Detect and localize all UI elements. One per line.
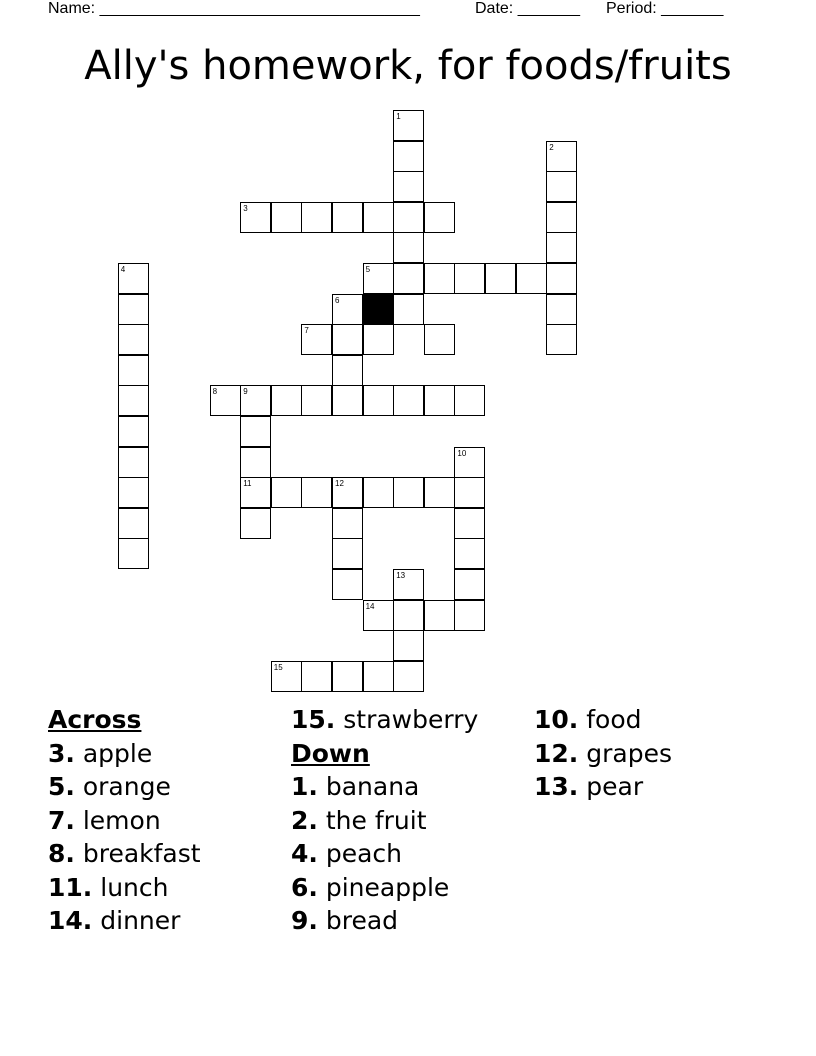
crossword-cell[interactable] <box>240 416 271 447</box>
crossword-cell[interactable] <box>301 324 332 355</box>
crossword-cell[interactable] <box>332 538 363 569</box>
crossword-cell[interactable] <box>332 355 363 386</box>
crossword-cell[interactable] <box>393 569 424 600</box>
crossword-cell[interactable] <box>424 263 455 294</box>
crossword-cell[interactable] <box>546 294 577 325</box>
crossword-cell[interactable] <box>332 202 363 233</box>
crossword-cell[interactable] <box>424 600 455 631</box>
crossword-cell[interactable] <box>240 477 271 508</box>
crossword-cell[interactable] <box>363 661 394 692</box>
crossword-cell[interactable] <box>393 661 424 692</box>
crossword-cell[interactable] <box>393 232 424 263</box>
crossword-cell[interactable] <box>332 569 363 600</box>
crossword-cell[interactable] <box>301 477 332 508</box>
across-heading: Across <box>48 705 142 734</box>
clue-down-2: 2. the fruit <box>291 805 427 835</box>
clue-down-4: 4. peach <box>291 839 403 868</box>
clue-number: 11 <box>243 479 252 489</box>
clue-across-3: 3. apple <box>48 738 153 768</box>
black-cell <box>363 294 394 325</box>
crossword-cell[interactable] <box>546 263 577 294</box>
clue-number: 4 <box>120 265 126 274</box>
clue-list <box>48 703 768 943</box>
crossword-cell[interactable] <box>271 661 302 692</box>
clue-down-1: 1. banana <box>291 772 420 801</box>
crossword-cell[interactable] <box>546 141 577 172</box>
crossword-cell[interactable] <box>546 171 577 202</box>
clue-number: 2 <box>549 142 554 152</box>
crossword-cell[interactable] <box>332 661 363 692</box>
crossword-cell[interactable] <box>393 171 424 202</box>
crossword-cell[interactable] <box>485 263 516 294</box>
crossword-cell[interactable] <box>301 385 332 416</box>
crossword-cell[interactable] <box>363 263 394 294</box>
crossword-cell[interactable] <box>332 477 363 508</box>
crossword-cell[interactable] <box>271 385 302 416</box>
crossword-cell[interactable] <box>393 202 424 233</box>
clue-number: 12 <box>335 479 344 489</box>
crossword-cell[interactable] <box>118 355 149 386</box>
clue-number: 7 <box>304 326 309 336</box>
crossword-cell[interactable] <box>301 661 332 692</box>
date-field: Date: _______ <box>475 0 580 17</box>
crossword-cell[interactable] <box>240 385 271 416</box>
crossword-cell[interactable] <box>516 263 547 294</box>
clue-number: 3 <box>243 203 248 213</box>
crossword-cell[interactable] <box>363 600 394 631</box>
clue-down-10: 10. food <box>534 705 642 734</box>
crossword-cell[interactable] <box>454 508 485 539</box>
clue-across-5: 5. orange <box>48 772 171 801</box>
clue-down-9: 9. bread <box>291 906 399 935</box>
crossword-cell[interactable] <box>271 202 302 233</box>
crossword-cell[interactable] <box>118 447 149 478</box>
crossword-cell[interactable] <box>240 508 271 539</box>
clue-down-6: 6. pineapple <box>291 872 450 902</box>
crossword-cell[interactable] <box>210 385 241 416</box>
crossword-cell[interactable] <box>454 447 485 478</box>
clue-number: 5 <box>365 265 371 274</box>
crossword-cell[interactable] <box>454 600 485 631</box>
crossword-cell[interactable] <box>332 508 363 539</box>
crossword-cell[interactable] <box>454 477 485 508</box>
clue-number: 10 <box>457 448 467 458</box>
crossword-cell[interactable] <box>118 508 149 539</box>
crossword-cell[interactable] <box>271 477 302 508</box>
crossword-cell[interactable] <box>393 263 424 294</box>
clue-number: 1 <box>396 112 401 121</box>
crossword-cell[interactable] <box>118 477 149 508</box>
period-field: Period: _______ <box>606 0 724 17</box>
clue-number: 14 <box>365 601 375 611</box>
crossword-cell[interactable] <box>332 324 363 355</box>
crossword-cell[interactable] <box>363 385 394 416</box>
crossword-cell[interactable] <box>393 110 424 141</box>
clue-number: 15 <box>273 662 283 672</box>
clue-across-11: 11. lunch <box>48 872 169 902</box>
crossword-cell[interactable] <box>454 263 485 294</box>
crossword-cell[interactable] <box>118 324 149 355</box>
clue-number: 13 <box>396 571 406 580</box>
crossword-cell[interactable] <box>424 324 455 355</box>
clue-across-15: 15. strawberry <box>291 705 479 734</box>
clue-across-7: 7. lemon <box>48 805 161 835</box>
crossword-cell[interactable] <box>363 202 394 233</box>
crossword-cell[interactable] <box>118 538 149 569</box>
crossword-cell[interactable] <box>393 294 424 325</box>
crossword-cell[interactable] <box>424 385 455 416</box>
crossword-cell[interactable] <box>240 202 271 233</box>
clue-down-12: 12. grapes <box>534 738 672 768</box>
crossword-cell[interactable] <box>118 385 149 416</box>
name-field: Name: ____________________________________ <box>48 0 420 17</box>
clue-number: 6 <box>335 295 340 305</box>
crossword-cell[interactable] <box>332 294 363 325</box>
clue-column-3 <box>534 703 672 804</box>
crossword-cell[interactable] <box>393 600 424 631</box>
clue-number: 9 <box>243 387 248 397</box>
crossword-cell[interactable] <box>393 141 424 172</box>
crossword-cell[interactable] <box>546 202 577 233</box>
crossword-cell[interactable] <box>424 477 455 508</box>
crossword-cell[interactable] <box>118 294 149 325</box>
clue-column-2 <box>291 703 478 938</box>
crossword-cell[interactable] <box>424 202 455 233</box>
clue-across-8: 8. breakfast <box>48 839 201 868</box>
crossword-cell[interactable] <box>546 232 577 263</box>
puzzle-title: Ally's homework, for foods/fruits <box>84 43 732 89</box>
crossword-cell[interactable] <box>301 202 332 233</box>
clue-down-13: 13. pear <box>534 772 644 801</box>
crossword-cell[interactable] <box>546 324 577 355</box>
crossword-cell[interactable] <box>332 385 363 416</box>
crossword-cell[interactable] <box>393 385 424 416</box>
crossword-cell[interactable] <box>393 477 424 508</box>
crossword-cell[interactable] <box>240 447 271 478</box>
down-heading: Down <box>291 738 370 768</box>
crossword-cell[interactable] <box>393 630 424 661</box>
crossword-cell[interactable] <box>363 477 394 508</box>
crossword-cell[interactable] <box>454 385 485 416</box>
clue-across-14: 14. dinner <box>48 906 181 935</box>
crossword-cell[interactable] <box>363 324 394 355</box>
crossword-cell[interactable] <box>454 569 485 600</box>
crossword-cell[interactable] <box>118 263 149 294</box>
clue-number: 8 <box>212 387 218 397</box>
crossword-cell[interactable] <box>454 538 485 569</box>
clue-column-1 <box>48 703 201 938</box>
crossword-cell[interactable] <box>118 416 149 447</box>
